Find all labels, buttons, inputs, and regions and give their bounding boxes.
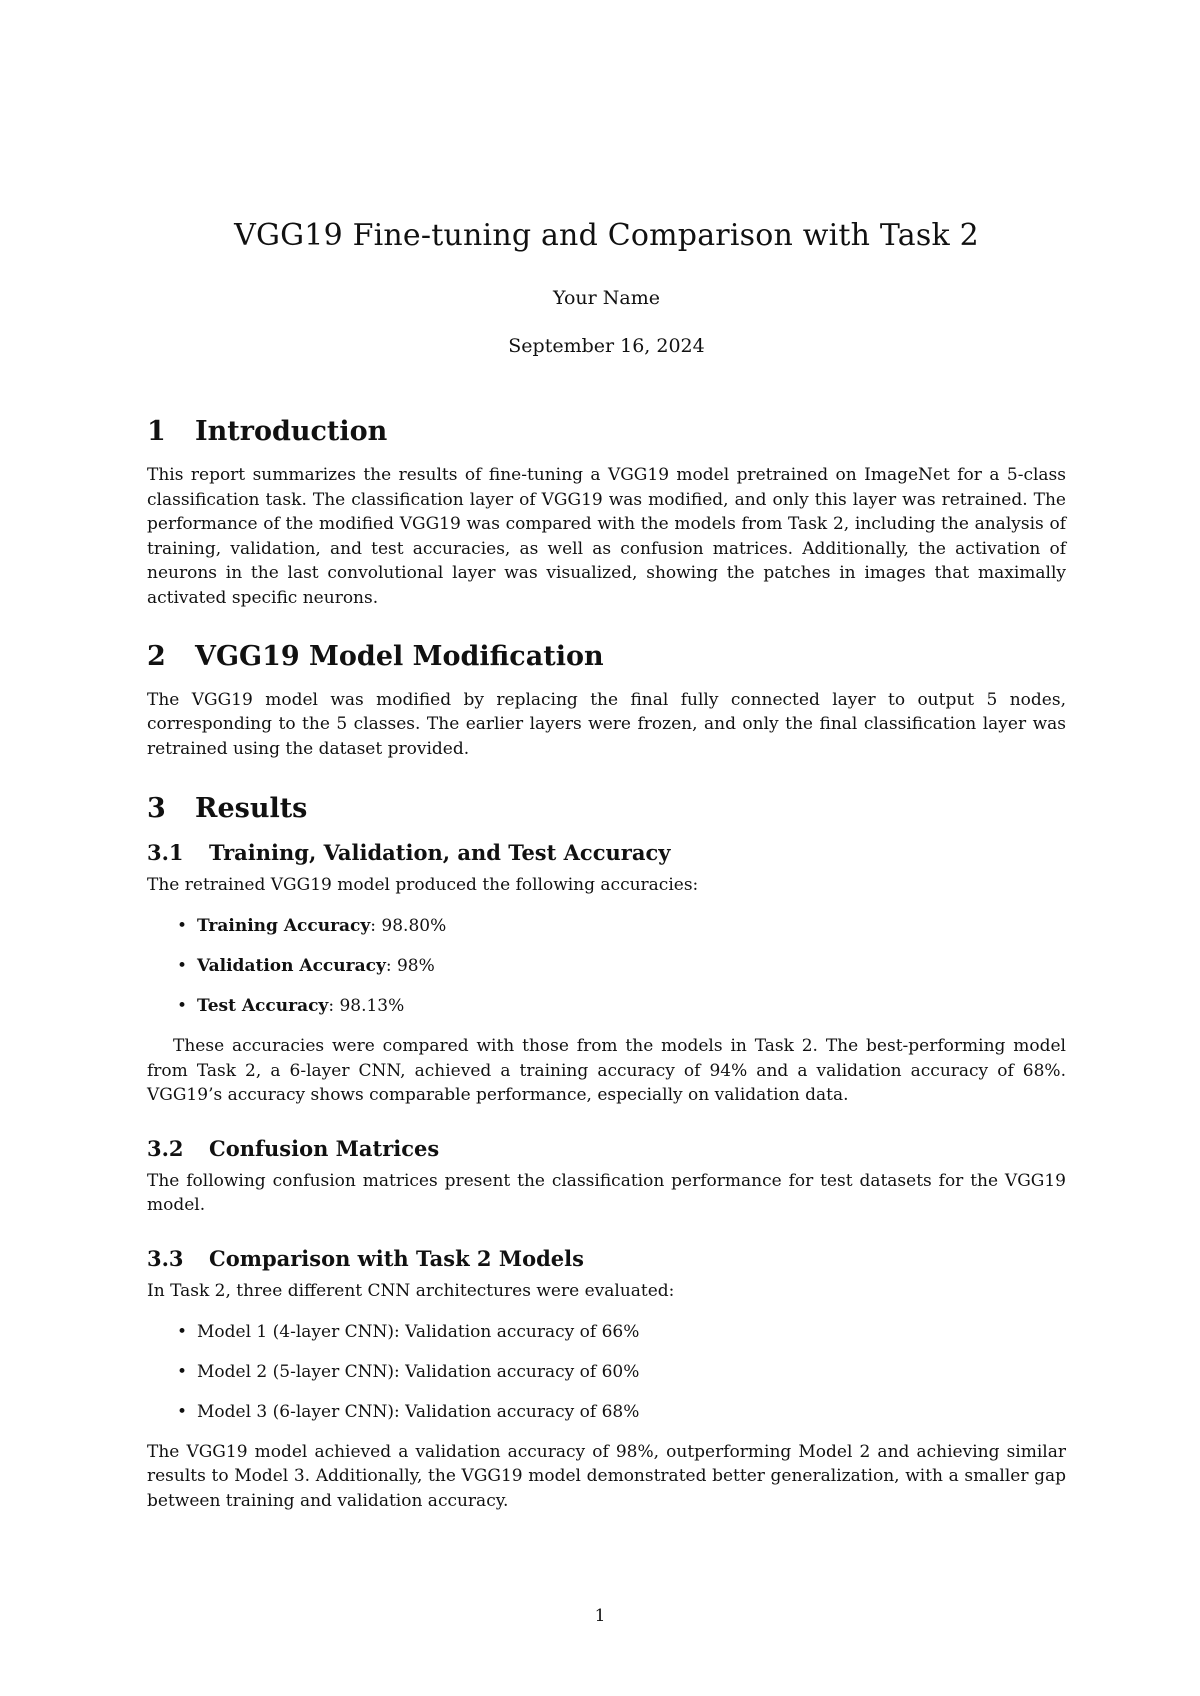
section-number: 2 xyxy=(147,640,166,672)
subsection-heading-comparison xyxy=(147,1246,1066,1271)
confusion-paragraph: The following confusion matrices present the classification performance for test datasets for the VGG19 model. xyxy=(147,1170,1066,1216)
bullet-icon: • xyxy=(177,915,188,936)
list-item xyxy=(147,1360,1066,1384)
subsection-title: Training, Validation, and Test Accuracy xyxy=(209,840,671,866)
accuracy-comparison-paragraph: These accuracies were compared with those from the models in Task 2. The best-performing model from Task 2, a 6-layer CNN, achieved a training accuracy of 94% and a validation accuracy of 68%. VGG19’s accuracy shows comparable performance, especially on validation data. xyxy=(147,1035,1066,1106)
modification-paragraph: The VGG19 model was modified by replacing the final fully connected layer to output 5 nodes, corresponding to the 5 classes. The earlier layers were frozen, and only the final classification layer was retrained using the dataset provided. xyxy=(147,689,1066,759)
accuracy-label: Training Accuracy xyxy=(197,915,371,936)
section-heading-modification xyxy=(147,641,1066,672)
bullet-icon: • xyxy=(177,1361,188,1382)
title-block xyxy=(147,218,1066,357)
bullet-icon: • xyxy=(177,955,188,976)
accuracy-intro: The retrained VGG19 model produced the following accuracies: xyxy=(147,875,699,896)
subsection-title: Confusion Matrices xyxy=(209,1135,440,1161)
comparison-conclusion-paragraph: The VGG19 model achieved a validation accuracy of 98%, outperforming Model 2 and achieving similar results to Model 3. Additionally, the VGG19 model demonstrated better generalization, with a smaller gap between training and validation accuracy. xyxy=(147,1441,1066,1511)
bullet-icon: • xyxy=(177,995,188,1016)
list-item xyxy=(147,954,1066,978)
list-item xyxy=(147,1400,1066,1424)
list-item xyxy=(147,1320,1066,1344)
section-title: Introduction xyxy=(195,416,388,447)
section-number: 3 xyxy=(147,793,166,825)
section-title: Results xyxy=(195,793,308,825)
list-item xyxy=(147,914,1066,938)
subsection-title: Comparison with Task 2 Models xyxy=(209,1245,584,1271)
bullet-icon: • xyxy=(177,1321,188,1342)
subsection-number: 3.3 xyxy=(147,1245,184,1271)
paper-title: VGG19 Fine-tuning and Comparison with Task 2 xyxy=(234,218,979,253)
comparison-intro: In Task 2, three different CNN architectures were evaluated: xyxy=(147,1280,675,1301)
accuracy-value: : 98.13% xyxy=(328,995,405,1016)
model-result: Model 1 (4-layer CNN): Validation accuracy of 66% xyxy=(197,1321,640,1342)
introduction-paragraph: This report summarizes the results of fine-tuning a VGG19 model pretrained on ImageNet for a 5-class classification task. The classification layer of VGG19 was modified, and only this layer was retrained. The performance of the modified VGG19 was compared with the models from Task 2, including the analysis of training, validation, and test accuracies, as well as confusion matrices. Additionally, the activation of neurons in the last convolutional layer was visualized, showing the patches in images that maximally activated specific neurons. xyxy=(147,465,1066,608)
section-heading-results xyxy=(147,793,1066,824)
subsection-number: 3.1 xyxy=(147,840,184,866)
section-title: VGG19 Model Modification xyxy=(195,640,604,672)
page-number: 1 xyxy=(594,1606,606,1626)
bullet-icon: • xyxy=(177,1401,188,1422)
section-heading-introduction xyxy=(147,416,1066,447)
accuracy-value: : 98.80% xyxy=(370,915,447,936)
accuracy-value: : 98% xyxy=(385,955,435,976)
subsection-number: 3.2 xyxy=(147,1135,184,1161)
date: September 16, 2024 xyxy=(508,335,705,357)
paper-body xyxy=(147,416,1066,1513)
subsection-heading-accuracy xyxy=(147,840,1066,865)
accuracy-list xyxy=(147,914,1066,1018)
model-result: Model 2 (5-layer CNN): Validation accuracy of 60% xyxy=(197,1361,640,1382)
list-item xyxy=(147,994,1066,1018)
accuracy-label: Validation Accuracy xyxy=(197,955,386,976)
author: Your Name xyxy=(553,287,660,309)
section-number: 1 xyxy=(147,416,166,447)
subsection-heading-confusion xyxy=(147,1136,1066,1161)
accuracy-label: Test Accuracy xyxy=(197,995,329,1016)
comparison-list xyxy=(147,1320,1066,1424)
model-result: Model 3 (6-layer CNN): Validation accuracy of 68% xyxy=(197,1401,640,1422)
